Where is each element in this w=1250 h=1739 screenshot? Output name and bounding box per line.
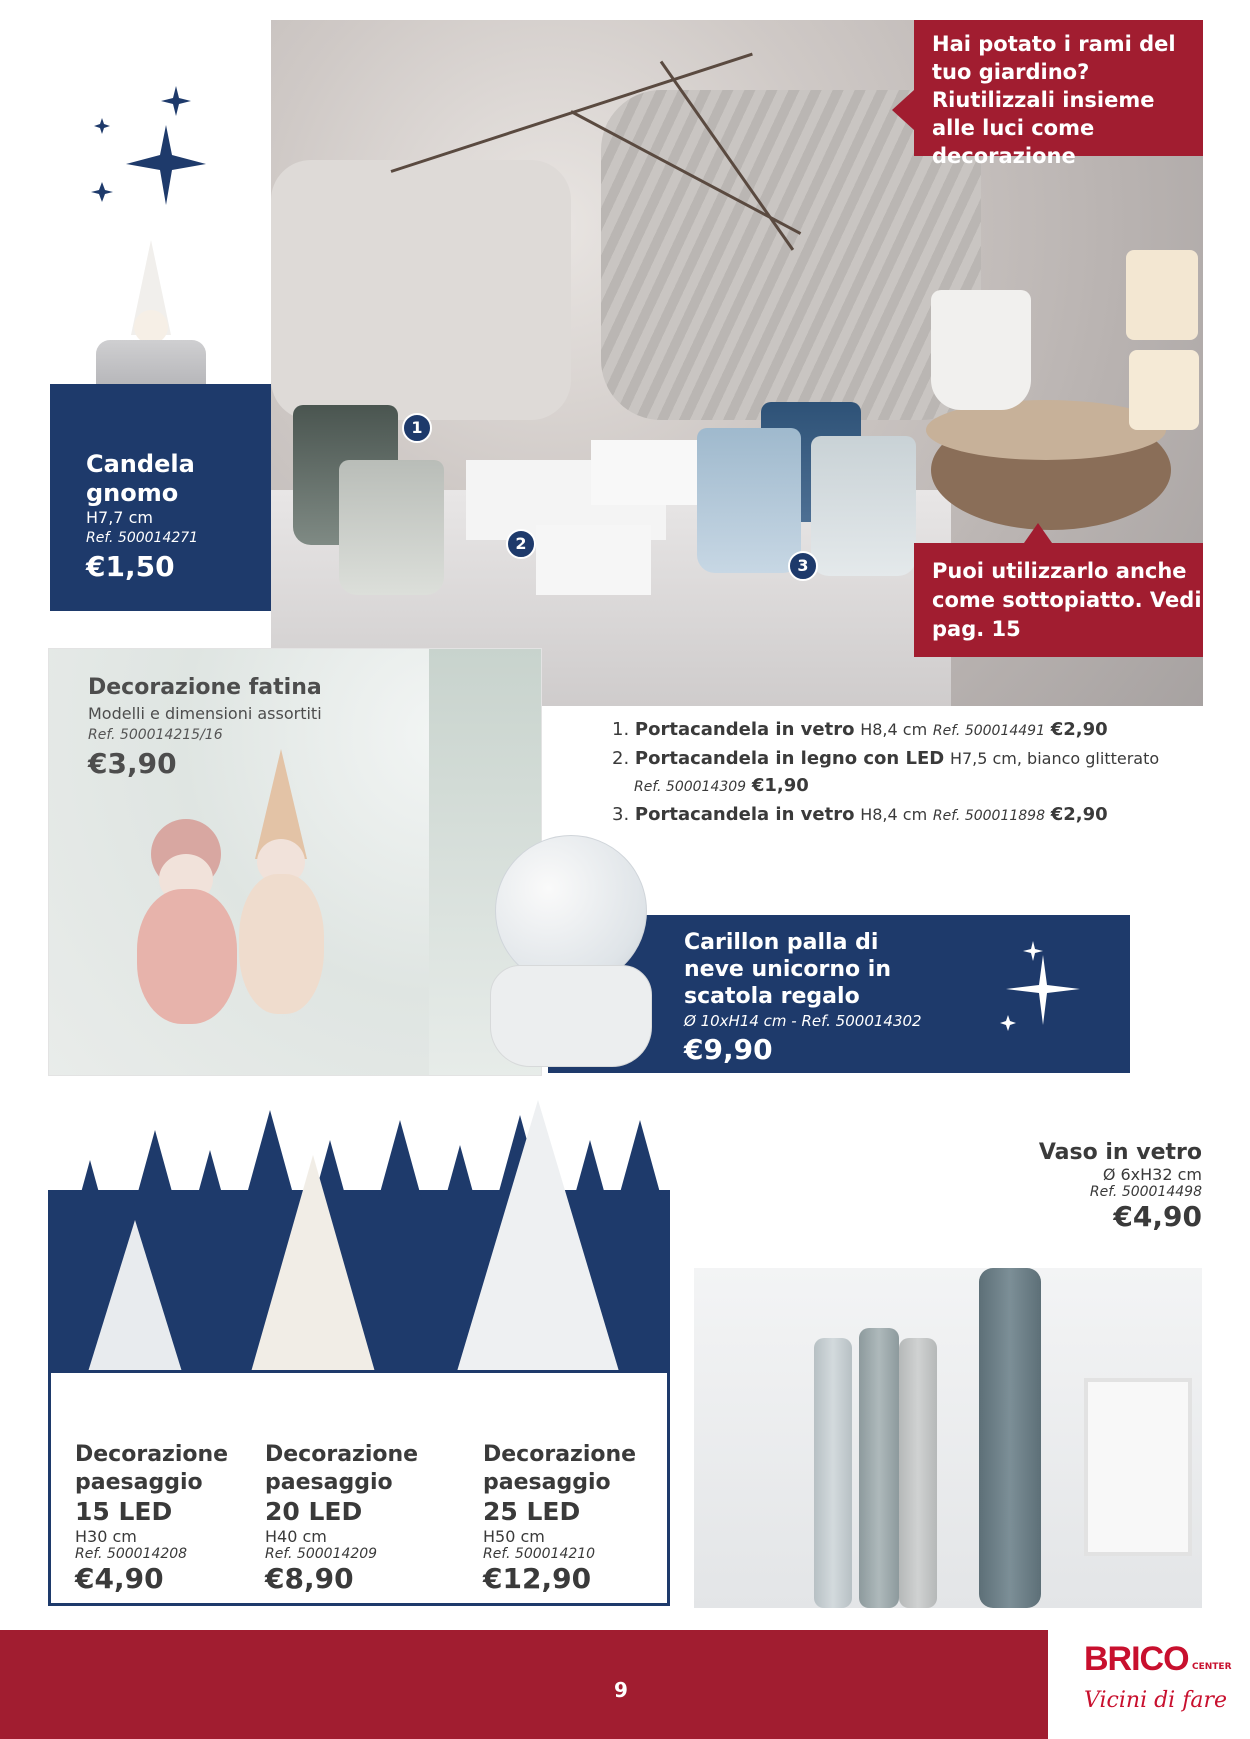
vase-photo [694,1268,1202,1608]
gnome-size: H7,7 cm [86,508,153,527]
candle-marker-1: 1 [402,413,432,443]
stars-decoration-icon [88,80,218,210]
vase-price: €4,90 [1113,1200,1202,1233]
snow-globe-image [490,835,650,1070]
carillon-title: Carillon palla di neve unicorno in scatola regalo [684,930,892,1009]
list-item: Ref. 500014309 €1,90 [634,775,809,796]
hero-callout-bottom-text: Puoi utilizzarlo anche come sottopiatto. Vedi pag. 15 [932,559,1202,641]
brand-logo [1080,1640,1240,1730]
list-item: 2. Portacandela in legno con LED H7,5 cm, bianco glitterato [612,748,1160,769]
list-item: 3. Portacandela in vetro H8,4 cm Ref. 500011898 €2,90 [612,804,1108,825]
fairy-title: Decorazione fatina [88,675,322,700]
gnome-info-box [50,384,271,611]
vase-info [960,1140,1202,1233]
brand-sub: CENTER [1192,1662,1232,1672]
hero-callout-top-text: Hai potato i rami del tuo giardino? Riutilizzali insieme alle luci come decorazione [932,32,1176,168]
fairy-price: €3,90 [88,747,177,780]
candle-marker-2: 2 [506,529,536,559]
gnome-price: €1,50 [86,550,175,583]
carillon-spec: Ø 10xH14 cm - Ref. 500014302 [684,1012,922,1030]
vase-ref: Ref. 500014498 [1089,1184,1202,1200]
candle-marker-3: 3 [788,551,818,581]
brand-tagline: Vicini di fare [1084,1688,1227,1713]
landscape-20-info: Decorazione paesaggio 20 LED H40 cm Ref. 500014209 €8,90 [265,1442,419,1595]
hero-callout-top [914,20,1203,168]
vase-size: Ø 6xH32 cm [1102,1165,1202,1184]
list-item: 1. Portacandela in vetro H8,4 cm Ref. 500014491 €2,90 [612,719,1108,740]
sparkle-icon [988,935,1088,1035]
landscape-15-info: Decorazione paesaggio 15 LED H30 cm Ref. 500014208 €4,90 [75,1442,229,1595]
landscape-info-box [48,1370,670,1606]
fairy-ref: Ref. 500014215/16 [88,727,223,743]
gnome-title: Candela gnomo [86,450,195,507]
vase-title: Vaso in vetro [1038,1140,1202,1165]
landscape-25-info: Decorazione paesaggio 25 LED H50 cm Ref. 500014210 €12,90 [483,1442,637,1595]
footer-band [0,1630,1048,1739]
fairy-photo [48,648,542,1076]
gnome-ref: Ref. 500014271 [86,530,199,546]
page-number: 9 [614,1678,628,1702]
hero-callout-bottom [914,543,1203,657]
brand-name: BRICO [1084,1640,1189,1678]
fairy-desc: Modelli e dimensioni assortiti [88,704,322,723]
candle-holder-list [612,716,1212,830]
carillon-price: €9,90 [684,1033,773,1066]
